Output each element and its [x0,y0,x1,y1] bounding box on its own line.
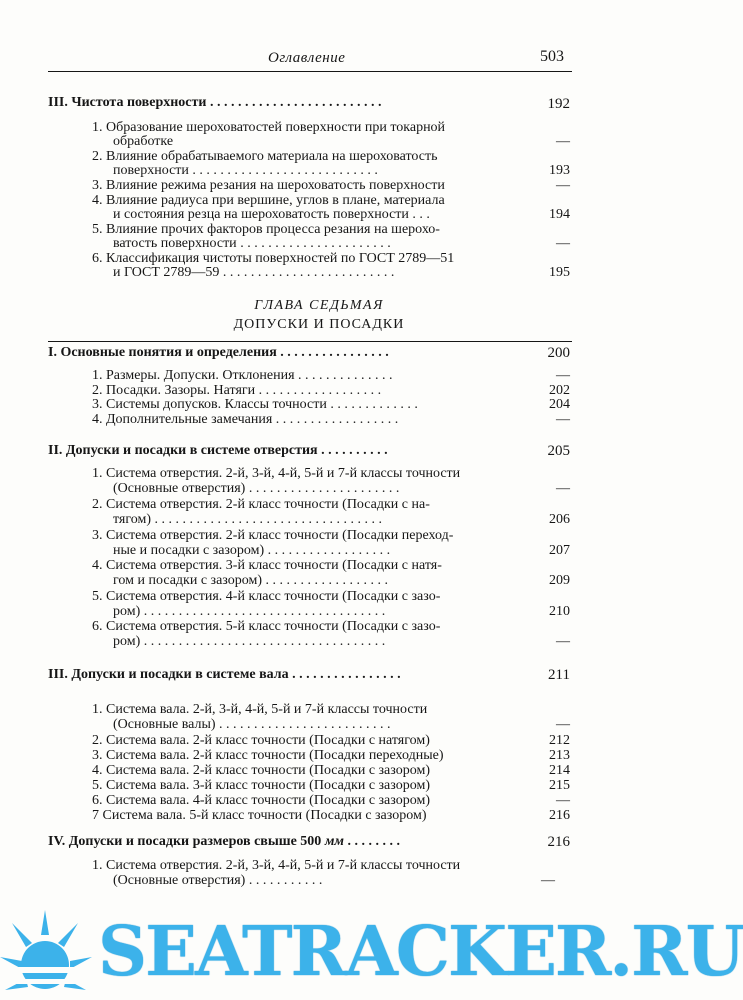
toc-entry-line: 7 Система вала. 5-й класс точности (Посадки с зазором) [92,808,427,823]
toc-page: 192 [547,96,570,112]
toc-entry-line: поверхности . . . . . . . . . . . . . . . . . . . . . . . . . . . [113,163,378,178]
toc-entry-line: 3. Система отверстия. 2-й класс точности (Посадки переход- [92,528,454,543]
toc-section-basics: I. Основные понятия и определения . . . . . . . . . . . . . . . . [48,345,389,360]
toc-entry-line: 3. Системы допусков. Классы точности . . . . . . . . . . . . . [92,397,418,412]
sun-logo-icon [0,905,100,1000]
toc-entry-line: 5. Система отверстия. 4-й класс точности (Посадки с зазо- [92,589,441,604]
toc-entry-line: ром) . . . . . . . . . . . . . . . . . . . . . . . . . . . . . . . . . . . [113,634,386,649]
toc-entry-line: и ГОСТ 2789—59 . . . . . . . . . . . . . . . . . . . . . . . . . [113,265,395,280]
toc-entry-line: 2. Система вала. 2-й класс точности (Посадки с натягом) [92,733,430,748]
toc-entry-line: 2. Посадки. Зазоры. Натяги . . . . . . . . . . . . . . . . . . [92,383,382,398]
toc-page: 202 [549,383,570,398]
chapter-title: ГЛАВА СЕДЬМАЯ [254,298,384,313]
toc-entry-line: 1. Система отверстия. 2-й, 3-й, 4-й, 5-й и 7-й классы точности [92,466,461,481]
toc-entry-line: (Основные отверстия) . . . . . . . . . . . [113,873,323,888]
toc-entry-line: ные и посадки с зазором) . . . . . . . . . . . . . . . . . . [113,543,391,558]
toc-entry-line: 3. Система вала. 2-й класс точности (Посадки переходные) [92,748,444,763]
toc-entry-line: 1. Образование шероховатостей поверхности при токарной [92,120,446,135]
toc-entry-line: 1. Система отверстия. 2-й, 3-й, 4-й, 5-й и 7-й классы точности [92,858,461,873]
toc-entry-line: 2. Влияние обрабатываемого материала на шероховатость [92,149,438,164]
toc-page: — [556,236,570,251]
toc-entry-line: 5. Система вала. 3-й класс точности (Посадки с зазором) [92,778,430,793]
toc-entry-line: 4. Влияние радиуса при вершине, углов в плане, материала [92,193,445,208]
toc-page: 209 [549,573,570,588]
toc-entry-line: 3. Влияние режима резания на шероховатость поверхности [92,178,445,193]
toc-page: — [556,368,570,383]
toc-page: — [541,873,555,888]
toc-entry-line: и состояния резца на шероховатость поверхности . . . [113,207,430,222]
toc-page: 211 [548,667,570,683]
toc-page: 204 [549,397,570,412]
toc-page: 214 [549,763,570,778]
toc-section-over-500: IV. Допуски и посадки размеров свыше 500 мм . . . . . . . . [48,834,400,849]
chapter-subtitle: ДОПУСКИ И ПОСАДКИ [233,317,405,332]
toc-entry-line: ром) . . . . . . . . . . . . . . . . . . . . . . . . . . . . . . . . . . . [113,604,386,619]
toc-entry-line: 6. Классификация чистоты поверхностей по ГОСТ 2789—51 [92,251,455,266]
toc-page: 195 [549,265,570,280]
chapter-rule [48,341,572,342]
watermark-text: SEATRACKER.RU [98,912,743,992]
toc-entry-line: 4. Система отверстия. 3-й класс точности (Посадки с натя- [92,558,442,573]
toc-page: 200 [547,345,570,361]
toc-entry-line: 5. Влияние прочих факторов процесса резания на шерохо- [92,222,440,237]
toc-section-hole-system: II. Допуски и посадки в системе отверстия . . . . . . . . . . [48,443,388,458]
toc-page: 207 [549,543,570,558]
toc-page: 216 [547,834,570,850]
toc-page: — [556,134,570,149]
toc-entry-line: 2. Система отверстия. 2-й класс точности (Посадки с на- [92,497,430,512]
toc-page: 205 [547,443,570,459]
toc-page: 215 [549,778,570,793]
header-rule [48,71,572,72]
toc-page: 212 [549,733,570,748]
page-number: 503 [540,48,564,65]
toc-page: 216 [549,808,570,823]
toc-entry-line: ватость поверхности . . . . . . . . . . . . . . . . . . . . . . [113,236,391,251]
toc-page: — [556,793,570,808]
toc-page: — [556,634,570,649]
toc-page: 213 [549,748,570,763]
unit-mm: мм [324,834,344,849]
toc-page: — [556,481,570,496]
toc-page: — [556,717,570,732]
toc-section-shaft-system: III. Допуски и посадки в системе вала . . . . . . . . . . . . . . . . [48,667,401,682]
page-header-title: Оглавление [268,50,346,66]
toc-entry-line: (Основные валы) . . . . . . . . . . . . . . . . . . . . . . . . . [113,717,391,732]
toc-page: — [556,412,570,427]
toc-entry-line: 4. Дополнительные замечания . . . . . . . . . . . . . . . . . . [92,412,399,427]
toc-entry-line: тягом) . . . . . . . . . . . . . . . . . . . . . . . . . . . . . . . . . [113,512,383,527]
toc-entry-line: обработке [113,134,174,149]
toc-entry-line: 6. Система вала. 4-й класс точности (Посадки с зазором) [92,793,430,808]
toc-page: 193 [549,163,570,178]
toc-page: 206 [549,512,570,527]
toc-entry-line: 1. Размеры. Допуски. Отклонения . . . . . . . . . . . . . . [92,368,393,383]
toc-section-surface-finish: III. Чистота поверхности . . . . . . . . . . . . . . . . . . . . . . . . . [48,95,382,110]
toc-entry-line: 4. Система вала. 2-й класс точности (Посадки с зазором) [92,763,430,778]
toc-page: 194 [549,207,570,222]
toc-page: 210 [549,604,570,619]
toc-entry-line: 1. Система вала. 2-й, 3-й, 4-й, 5-й и 7-й классы точности [92,702,428,717]
toc-entry-line: 6. Система отверстия. 5-й класс точности (Посадки с зазо- [92,619,441,634]
toc-page: — [556,178,570,193]
toc-entry-line: (Основные отверстия) . . . . . . . . . . . . . . . . . . . . . . [113,481,400,496]
toc-entry-line: гом и посадки с зазором) . . . . . . . . . . . . . . . . . . [113,573,388,588]
